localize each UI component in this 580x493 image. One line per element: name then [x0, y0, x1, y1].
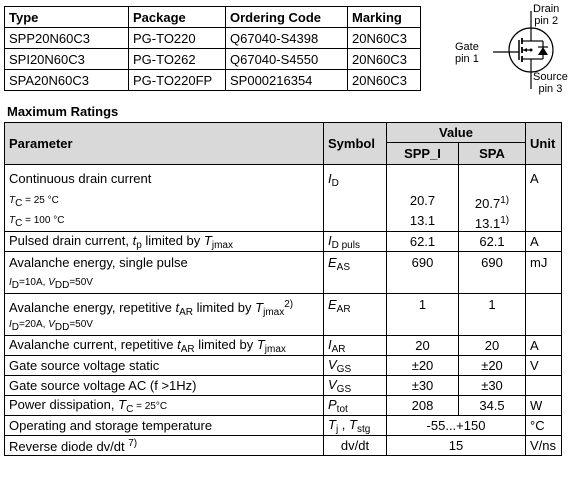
- symbol-cell: [324, 232, 387, 252]
- symbol-cell: [324, 336, 387, 356]
- table-row: [5, 376, 562, 396]
- footnote-ref: 1): [500, 215, 510, 226]
- header-spa: SPA: [459, 143, 526, 165]
- unit-cell: V: [526, 356, 562, 376]
- param-subscript: AR: [180, 343, 195, 355]
- symbol-subscript: D puls: [331, 239, 360, 251]
- table-row: [5, 396, 562, 416]
- spa-value-cell: 1: [459, 294, 526, 336]
- spp-value-cell: 62.1: [387, 232, 459, 252]
- gate-label: Gate: [455, 41, 479, 53]
- cond-symbol: V: [48, 319, 55, 330]
- section-title: Maximum Ratings: [7, 104, 119, 119]
- ordering-table: [4, 6, 421, 91]
- value-cell: 15: [387, 436, 526, 456]
- symbol-cell: [324, 294, 387, 336]
- param-gs-ac: Gate source voltage AC (f >1Hz): [5, 376, 324, 396]
- source-label: Source: [533, 71, 568, 83]
- spp-value-cell: 20: [387, 336, 459, 356]
- symbol-subscript: GS: [336, 383, 352, 395]
- symbol-letter: I: [328, 336, 332, 352]
- table-row: [5, 336, 562, 356]
- symbol-letter: V: [328, 376, 337, 392]
- param-subscript: C: [126, 403, 134, 415]
- param-avalanche-single: [5, 252, 324, 294]
- cell-marking: 20N60C3: [348, 49, 421, 70]
- symbol-cell: [324, 165, 387, 232]
- cond-subscript: D: [11, 322, 20, 333]
- symbol-subscript: D: [331, 178, 339, 189]
- param-symbol: T: [118, 396, 127, 412]
- value-spa: 13.1: [474, 216, 501, 231]
- value-spa: 20.7: [474, 196, 501, 211]
- cell-package: PG-TO220FP: [129, 70, 226, 91]
- value-spp: 13.1: [409, 213, 436, 228]
- table-row: [5, 28, 421, 49]
- header-marking: Marking: [348, 7, 421, 28]
- symbol-cell: [324, 396, 387, 416]
- param-subscript: AR: [179, 307, 193, 318]
- param-gs-static: Gate source voltage static: [5, 356, 324, 376]
- table-row: [5, 232, 562, 252]
- param-subscript: jmax: [263, 307, 285, 318]
- cell-package: PG-TO262: [129, 49, 226, 70]
- cell-type: SPI20N60C3: [5, 49, 129, 70]
- param-symbol: t: [175, 300, 180, 315]
- param-label: Continuous drain current: [9, 171, 152, 186]
- symbol-subscript: AR: [331, 343, 346, 355]
- footnote-ref: 2): [284, 299, 294, 310]
- param-power: [5, 396, 324, 416]
- symbol-subscript: GS: [336, 363, 352, 375]
- header-parameter: Parameter: [5, 123, 324, 165]
- param-label: = 25°C: [133, 400, 168, 412]
- ratings-table: [4, 122, 562, 456]
- unit-cell: [526, 294, 562, 336]
- param-label: limited by: [141, 232, 204, 248]
- source-pin-label: pin 3: [538, 83, 563, 95]
- cell-marking: 20N60C3: [348, 70, 421, 91]
- param-symbol: T: [256, 336, 265, 352]
- spa-value-cell: 20: [459, 336, 526, 356]
- cond-value: =50V: [69, 319, 93, 330]
- symbol-letter: E: [328, 255, 337, 270]
- unit-cell: [526, 376, 562, 396]
- header-ordering-code: Ordering Code: [226, 7, 348, 28]
- table-row: [5, 70, 421, 91]
- cell-marking: 20N60C3: [348, 28, 421, 49]
- spa-value-cell: ±30: [459, 376, 526, 396]
- param-label: Avalanche energy, repetitive: [9, 300, 176, 315]
- unit-cell: A: [526, 232, 562, 252]
- symbol-cell: dv/dt: [324, 436, 387, 456]
- cond-value: =20A,: [19, 319, 49, 330]
- param-avalanche-current: [5, 336, 324, 356]
- param-pulsed: [5, 232, 324, 252]
- spa-value-cell: 690: [459, 252, 526, 294]
- gate-pin-label: pin 1: [455, 53, 479, 65]
- symbol-letter: P: [328, 396, 337, 412]
- cond-value: = 25 °C: [22, 195, 59, 206]
- unit-cell: °C: [526, 416, 562, 436]
- table-row: [5, 416, 562, 436]
- table-row: [5, 252, 562, 294]
- cond-symbol: T: [9, 215, 16, 226]
- spa-value-cell: [459, 165, 526, 232]
- value-cell: -55...+150: [387, 416, 526, 436]
- symbol-letter: I: [328, 232, 332, 248]
- cond-value: =10A,: [19, 277, 49, 288]
- param-subscript: p: [136, 239, 142, 251]
- param-label: limited by: [193, 300, 256, 315]
- header-symbol: Symbol: [324, 123, 387, 165]
- unit-cell: W: [526, 396, 562, 416]
- symbol-subscript: j: [335, 423, 339, 435]
- symbol-cell: [324, 376, 387, 396]
- unit-cell: A: [526, 165, 562, 232]
- param-label: Power dissipation,: [9, 396, 119, 412]
- symbol-cell: [324, 252, 387, 294]
- param-avalanche-repetitive: [5, 294, 324, 336]
- spp-value-cell: [387, 165, 459, 232]
- param-symbol: T: [203, 232, 212, 248]
- table-row: [5, 356, 562, 376]
- spp-value-cell: 208: [387, 396, 459, 416]
- symbol-letter: T: [349, 416, 357, 432]
- cell-ordering-code: Q67040-S4550: [226, 49, 348, 70]
- param-label: Avalanche current, repetitive: [9, 336, 178, 352]
- cond-subscript: C: [15, 198, 23, 209]
- ordering-header-row: [5, 7, 421, 28]
- symbol-letter: T: [328, 416, 336, 432]
- footnote-ref: 7): [128, 437, 138, 449]
- spa-value-cell: 34.5: [459, 396, 526, 416]
- cond-subscript: DD: [54, 280, 70, 291]
- cell-package: PG-TO220: [129, 28, 226, 49]
- param-label: Avalanche energy, single pulse: [9, 255, 188, 270]
- symbol-cell: [324, 416, 387, 436]
- symbol-separator: ,: [338, 416, 350, 432]
- symbol-cell: [324, 356, 387, 376]
- cell-ordering-code: SP000216354: [226, 70, 348, 91]
- value-spp: 20.7: [409, 193, 436, 208]
- cond-value: =50V: [69, 277, 93, 288]
- unit-cell: mJ: [526, 252, 562, 294]
- unit-cell: A: [526, 336, 562, 356]
- param-subscript: jmax: [264, 343, 286, 355]
- drain-pin-label: pin 2: [534, 15, 559, 27]
- cell-ordering-code: Q67040-S4398: [226, 28, 348, 49]
- cond-symbol: T: [9, 195, 16, 206]
- cond-symbol: I: [9, 319, 12, 330]
- param-symbol: T: [255, 300, 264, 315]
- symbol-letter: E: [328, 297, 337, 312]
- param-subscript: jmax: [211, 239, 233, 251]
- spa-value-cell: 62.1: [459, 232, 526, 252]
- cell-type: SPA20N60C3: [5, 70, 129, 91]
- cond-subscript: D: [11, 280, 20, 291]
- symbol-subscript: tot: [336, 403, 348, 415]
- cell-type: SPP20N60C3: [5, 28, 129, 49]
- drain-label: Drain: [533, 3, 560, 15]
- symbol-subscript: stg: [356, 423, 371, 435]
- spp-value-cell: ±30: [387, 376, 459, 396]
- cond-subscript: C: [15, 218, 23, 229]
- cond-subscript: DD: [54, 322, 70, 333]
- table-row: [5, 49, 421, 70]
- spp-value-cell: 1: [387, 294, 459, 336]
- spp-value-cell: 690: [387, 252, 459, 294]
- cond-symbol: V: [48, 277, 55, 288]
- spp-value-cell: ±20: [387, 356, 459, 376]
- unit-cell: V/ns: [526, 436, 562, 456]
- header-spp: SPP_I: [387, 143, 459, 165]
- cond-value: = 100 °C: [22, 215, 65, 226]
- footnote-ref: 1): [500, 195, 510, 206]
- ratings-header-row: [5, 123, 562, 143]
- header-type: Type: [5, 7, 129, 28]
- cond-symbol: I: [9, 277, 12, 288]
- mosfet-symbol: [455, 3, 577, 95]
- param-label: limited by: [194, 336, 257, 352]
- param-temperature: Operating and storage temperature: [5, 416, 324, 436]
- symbol-letter: V: [328, 356, 337, 372]
- param-symbol: t: [177, 336, 181, 352]
- table-row: [5, 165, 562, 232]
- param-diode: [5, 436, 324, 456]
- param-label: Reverse diode dv/dt: [9, 438, 129, 454]
- header-value: Value: [387, 123, 526, 143]
- param-symbol: t: [132, 232, 137, 248]
- param-drain-current: [5, 165, 324, 232]
- header-package: Package: [129, 7, 226, 28]
- header-unit: Unit: [526, 123, 562, 165]
- param-label: Pulsed drain current,: [9, 232, 133, 248]
- symbol-letter: I: [328, 171, 332, 186]
- table-row: [5, 294, 562, 336]
- symbol-subscript: AR: [336, 304, 351, 315]
- symbol-subscript: AS: [336, 262, 351, 273]
- spa-value-cell: ±20: [459, 356, 526, 376]
- table-row: [5, 436, 562, 456]
